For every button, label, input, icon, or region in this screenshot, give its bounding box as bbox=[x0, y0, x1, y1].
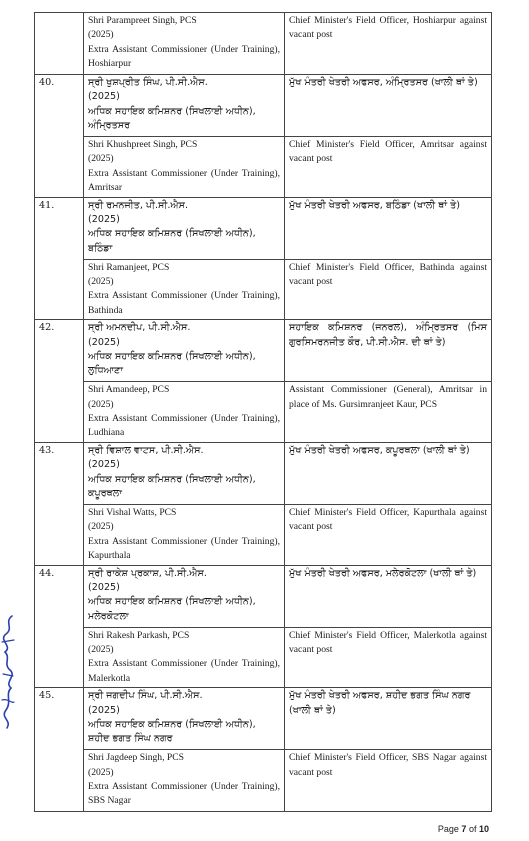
officer-batch: (2025) bbox=[88, 521, 114, 533]
officer-batch: (2025) bbox=[88, 91, 120, 103]
table-row bbox=[35, 750, 492, 812]
officer-designation: ਅਧਿਕ ਸਹਾਇਕ ਕਮਿਸ਼ਨਰ (ਸਿਖਲਾਈ ਅਧੀਨ), ਬਠਿੰਡਾ bbox=[88, 228, 256, 254]
posting-cell-english: Chief Minister's Field Officer, Amritsar against vacant post bbox=[285, 137, 492, 198]
posting-cell-english: Chief Minister's Field Officer, Malerkotla against vacant post bbox=[285, 627, 492, 688]
officer-name: Shri Rakesh Parkash, PCS bbox=[88, 629, 190, 641]
page-label: Page bbox=[437, 824, 459, 834]
officer-cell-punjabi bbox=[84, 442, 285, 504]
officer-cell-english bbox=[84, 382, 285, 443]
officer-cell-punjabi bbox=[84, 565, 285, 627]
officer-cell-english bbox=[84, 627, 285, 688]
officer-batch: (2025) bbox=[88, 643, 114, 655]
handwritten-signature bbox=[0, 612, 18, 732]
officer-batch: (2025) bbox=[88, 581, 120, 593]
officer-batch: (2025) bbox=[88, 276, 114, 288]
posting-cell-english: Chief Minister's Field Officer, Kapurthala against vacant post bbox=[285, 504, 492, 565]
serial-number-cell: 41. bbox=[35, 197, 84, 320]
officer-cell-punjabi bbox=[84, 75, 285, 137]
officer-cell-english bbox=[84, 259, 285, 320]
table-row bbox=[35, 197, 492, 259]
posting-orders-table bbox=[34, 12, 492, 812]
posting-cell-punjabi: ਮੁੱਖ ਮੰਤਰੀ ਖੇਤਰੀ ਅਫਸਰ, ਕਪੂਰਥਲਾ (ਖਾਲੀ ਥਾਂ ਤੇ) bbox=[285, 442, 492, 504]
officer-name: ਸ੍ਰੀ ਜਗਦੀਪ ਸਿੰਘ, ਪੀ.ਸੀ.ਐਸ. bbox=[88, 690, 203, 702]
officer-name: Shri Khushpreet Singh, PCS bbox=[88, 139, 198, 150]
table-row bbox=[35, 259, 492, 320]
table-row bbox=[35, 627, 492, 688]
officer-cell-punjabi bbox=[84, 320, 285, 382]
officer-designation: ਅਧਿਕ ਸਹਾਇਕ ਕਮਿਸ਼ਨਰ (ਸਿਖਲਾਈ ਅਧੀਨ), ਲੁਧਿਆਣਾ bbox=[88, 351, 256, 377]
table-row bbox=[35, 137, 492, 198]
table-row bbox=[35, 504, 492, 565]
officer-name: ਸ੍ਰੀ ਅਮਨਦੀਪ, ਪੀ.ਸੀ.ਐਸ. bbox=[88, 322, 191, 334]
posting-cell-punjabi: ਮੁੱਖ ਮੰਤਰੀ ਖੇਤਰੀ ਅਫਸਰ, ਸ਼ਹੀਦ ਭਗਤ ਸਿੰਘ ਨਗਰ (ਖਾਲੀ ਥਾਂ ਤੇ) bbox=[285, 688, 492, 750]
officer-batch: (2025) bbox=[88, 153, 114, 165]
officer-designation: Extra Assistant Commissioner (Under Training), Amritsar bbox=[88, 167, 280, 194]
officer-name: ਸ੍ਰੀ ਵਿਸ਼ਾਲ ਵਾਟਸ, ਪੀ.ਸੀ.ਐਸ. bbox=[88, 444, 204, 456]
officer-designation: Extra Assistant Commissioner (Under Training), Malerkotla bbox=[88, 658, 280, 684]
officer-cell-english bbox=[84, 750, 285, 812]
table-row bbox=[35, 320, 492, 382]
officer-batch: (2025) bbox=[88, 766, 114, 778]
serial-number-cell: 42. bbox=[35, 320, 84, 443]
officer-name: Shri Ramanjeet, PCS bbox=[88, 261, 170, 273]
officer-cell-english bbox=[84, 137, 285, 198]
posting-cell-punjabi: ਮੁੱਖ ਮੰਤਰੀ ਖੇਤਰੀ ਅਫਸਰ, ਬਠਿੰਡਾ (ਖਾਲੀ ਥਾਂ ਤੇ) bbox=[285, 197, 492, 259]
table-row bbox=[35, 565, 492, 627]
serial-number-cell: 44. bbox=[35, 565, 84, 688]
posting-cell-english: Chief Minister's Field Officer, Bathinda against vacant post bbox=[285, 259, 492, 320]
serial-number-cell: 43. bbox=[35, 442, 84, 565]
officer-batch: (2025) bbox=[88, 398, 114, 410]
table-row bbox=[35, 75, 492, 137]
table-row bbox=[35, 13, 492, 75]
officer-designation: ਅਧਿਕ ਸਹਾਇਕ ਕਮਿਸ਼ਨਰ (ਸਿਖਲਾਈ ਅਧੀਨ), ਮਲੇਰਕੋਟਲਾ bbox=[88, 596, 256, 622]
posting-cell-english: Chief Minister's Field Officer, SBS Nagar against vacant post bbox=[285, 750, 492, 812]
officer-name: ਸ੍ਰੀ ਰਾਕੇਸ਼ ਪ੍ਰਕਾਸ਼, ਪੀ.ਸੀ.ਐਸ. bbox=[88, 567, 207, 579]
officer-cell-punjabi bbox=[84, 197, 285, 259]
officer-name: Shri Jagdeep Singh, PCS bbox=[88, 752, 184, 764]
officer-batch: (2025) bbox=[88, 214, 120, 226]
officer-designation: ਅਧਿਕ ਸਹਾਇਕ ਕਮਿਸ਼ਨਰ (ਸਿਖਲਾਈ ਅਧੀਨ), ਅੰਮ੍ਰਿਤਸਰ bbox=[88, 105, 256, 132]
serial-number-cell bbox=[35, 13, 84, 75]
serial-number-cell: 45. bbox=[35, 688, 84, 812]
officer-designation: Extra Assistant Commissioner (Under Training), Bathinda bbox=[88, 290, 280, 316]
officer-batch: (2025) bbox=[88, 704, 120, 716]
table-row bbox=[35, 382, 492, 443]
posting-cell-punjabi: ਸਹਾਇਕ ਕਮਿਸ਼ਨਰ (ਜਨਰਲ), ਅੰਮ੍ਰਿਤਸਰ (ਮਿਸ ਗੁਰਸਿਮਰਨਜੀਤ ਕੌਰ, ਪੀ.ਸੀ.ਐਸ. ਦੀ ਥਾਂ ਤੇ) bbox=[285, 320, 492, 382]
posting-cell-punjabi: ਮੁੱਖ ਮੰਤਰੀ ਖੇਤਰੀ ਅਫਸਰ, ਮਲੇਰਕੋਟਲਾ (ਖਾਲੀ ਥਾਂ ਤੇ) bbox=[285, 565, 492, 627]
officer-cell-english bbox=[84, 504, 285, 565]
officer-name: Shri Amandeep, PCS bbox=[88, 384, 170, 396]
posting-cell: Chief Minister's Field Officer, Hoshiarpur against vacant post bbox=[285, 13, 492, 75]
officer-designation: Extra Assistant Commissioner (Under Training), SBS Nagar bbox=[88, 780, 280, 807]
officer-batch: (2025) bbox=[88, 336, 120, 348]
officer-name: ਸ੍ਰੀ ਰਮਨਜੀਤ, ਪੀ.ਸੀ.ਐਸ. bbox=[88, 199, 189, 211]
current-page: 7 bbox=[461, 824, 467, 834]
posting-cell-punjabi: ਮੁੱਖ ਮੰਤਰੀ ਖੇਤਰੀ ਅਫਸਰ, ਅੰਮ੍ਰਿਤਸਰ (ਖਾਲੀ ਥਾਂ ਤੇ) bbox=[285, 75, 492, 137]
officer-designation: Extra Assistant Commissioner (Under Training), Kapurthala bbox=[88, 535, 280, 562]
table-row bbox=[35, 442, 492, 504]
page-number-footer bbox=[438, 824, 489, 834]
officer-name: Shri Parampreet Singh, PCS bbox=[88, 15, 197, 26]
officer-designation: Extra Assistant Commissioner (Under Training), Hoshiarpur bbox=[88, 43, 280, 70]
serial-number-cell: 40. bbox=[35, 75, 84, 198]
posting-cell-english: Assistant Commissioner (General), Amritsar in place of Ms. Gursimranjeet Kaur, PCS bbox=[285, 382, 492, 443]
officer-name: ਸ੍ਰੀ ਖੁਸ਼ਪ੍ਰੀਤ ਸਿੰਘ, ਪੀ.ਸੀ.ਐਸ. bbox=[88, 77, 208, 88]
officer-designation: ਅਧਿਕ ਸਹਾਇਕ ਕਮਿਸ਼ਨਰ (ਸਿਖਲਾਈ ਅਧੀਨ), ਕਪੂਰਥਲਾ bbox=[88, 473, 256, 500]
officer-cell-punjabi bbox=[84, 688, 285, 750]
officer-batch: (2025) bbox=[88, 29, 114, 41]
officer-designation: Extra Assistant Commissioner (Under Training), Ludhiana bbox=[88, 413, 280, 439]
total-pages: 10 bbox=[478, 824, 489, 834]
table-row bbox=[35, 688, 492, 750]
officer-name: Shri Vishal Watts, PCS bbox=[88, 506, 177, 518]
page-of-label: of bbox=[468, 824, 477, 834]
officer-cell bbox=[84, 13, 285, 75]
officer-designation: ਅਧਿਕ ਸਹਾਇਕ ਕਮਿਸ਼ਨਰ (ਸਿਖਲਾਈ ਅਧੀਨ), ਸ਼ਹੀਦ ਭਗਤ ਸਿੰਘ ਨਗਰ bbox=[88, 718, 256, 745]
officer-batch: (2025) bbox=[88, 459, 120, 471]
